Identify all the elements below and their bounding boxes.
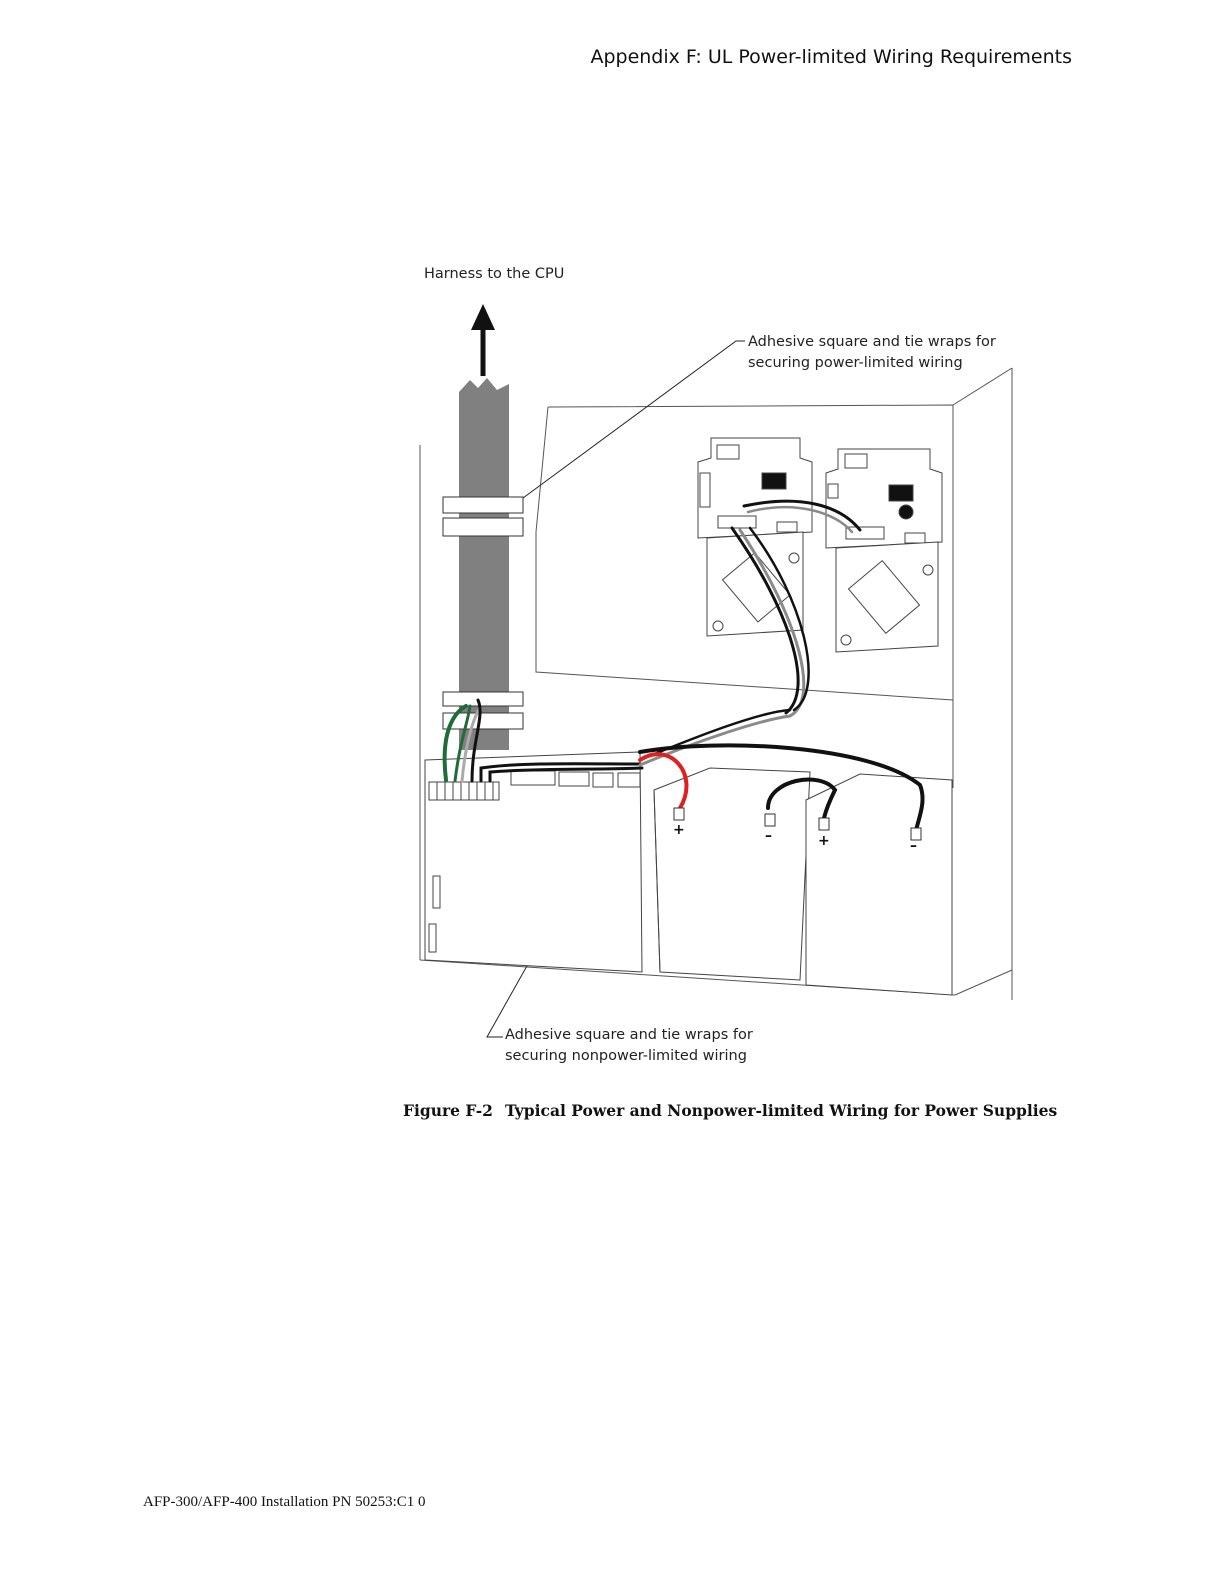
page-footer: AFP-300/AFP-400 Installation PN 50253:C1 0 xyxy=(143,1494,426,1510)
control-board xyxy=(425,752,642,972)
battery-positive-sign: + xyxy=(818,833,830,849)
battery-negative-sign: – xyxy=(765,828,772,844)
power-supply-board-2 xyxy=(826,449,942,652)
harness-arrow-icon xyxy=(471,304,495,376)
label-power-limited-line2: securing power-limited wiring xyxy=(748,355,963,371)
caption-title: Typical Power and Nonpower-limited Wiring for Power Supplies xyxy=(504,1101,1058,1120)
label-nonpower-limited-line1: Adhesive square and tie wraps for xyxy=(505,1027,753,1043)
battery-positive-sign: + xyxy=(673,822,685,838)
battery-negative-sign: – xyxy=(910,838,917,854)
figure-caption xyxy=(403,1101,1103,1120)
label-power-limited-line1: Adhesive square and tie wraps for xyxy=(748,334,996,350)
page-header: Appendix F: UL Power-limited Wiring Requirements xyxy=(590,46,1072,68)
battery-1 xyxy=(654,768,810,980)
terminal-block-left xyxy=(429,782,499,800)
label-nonpower-limited-line2: securing nonpower-limited wiring xyxy=(505,1048,747,1064)
caption-number: Figure F-2 xyxy=(403,1101,493,1120)
label-harness: Harness to the CPU xyxy=(424,266,565,282)
